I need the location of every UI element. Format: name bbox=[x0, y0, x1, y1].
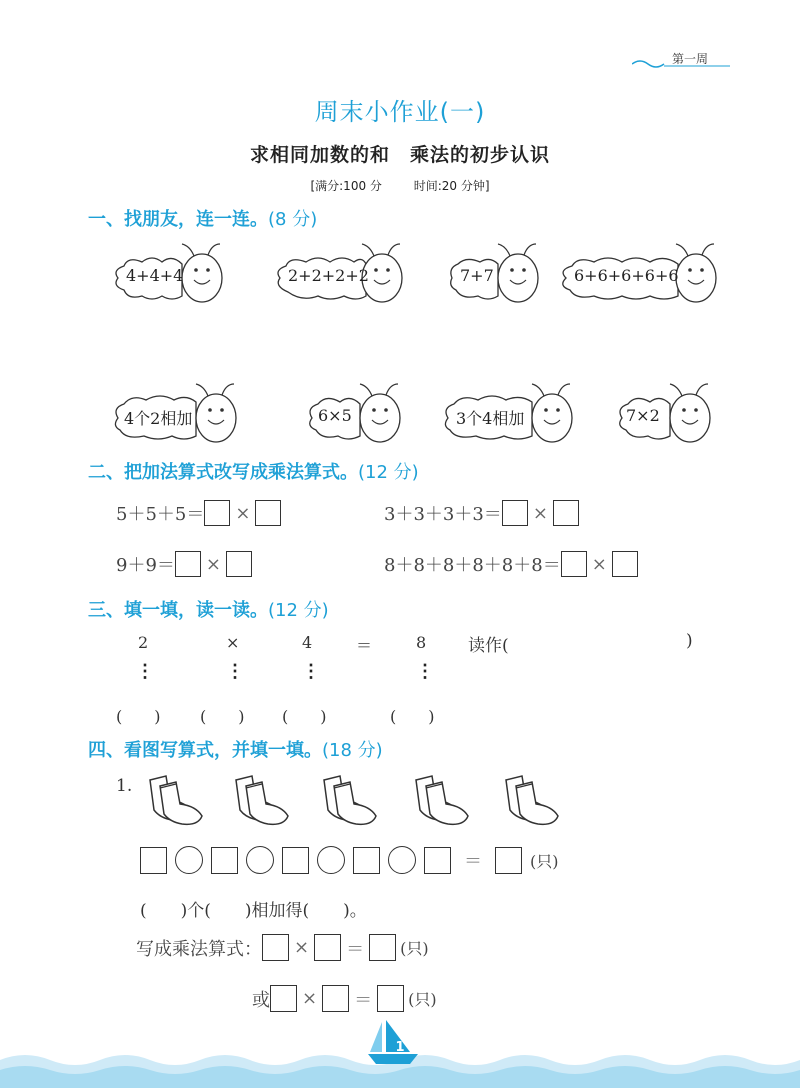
unit-label: (只) bbox=[530, 851, 559, 871]
s2-row bbox=[384, 551, 638, 577]
section-1-heading: 一、找朋友，连一连。(8 分) bbox=[88, 209, 318, 230]
answer-box[interactable] bbox=[377, 985, 404, 1012]
operator-circle[interactable] bbox=[246, 846, 274, 874]
equals-sign: ＝ bbox=[354, 989, 373, 1011]
times-sign: × bbox=[591, 553, 607, 575]
section-3-heading: 三、填一填，读一读。(12 分) bbox=[88, 600, 329, 621]
times-sign: × bbox=[226, 633, 240, 652]
answer-box[interactable] bbox=[204, 500, 230, 526]
socks-icon bbox=[136, 774, 208, 830]
worm-card[interactable] bbox=[558, 240, 728, 314]
or-label: 或 bbox=[252, 989, 270, 1011]
multiplication-row-1 bbox=[136, 934, 429, 961]
unit-label: (只) bbox=[408, 990, 437, 1009]
answer-box[interactable] bbox=[314, 934, 341, 961]
time-limit: 时间:20 分钟] bbox=[413, 179, 490, 193]
worm-expression: 4个2相加 bbox=[124, 409, 193, 428]
equals-sign: ＝ bbox=[356, 636, 373, 655]
answer-box[interactable] bbox=[369, 934, 396, 961]
s2-expression: 9＋9＝ bbox=[116, 555, 175, 576]
question-number: 1. bbox=[116, 776, 133, 796]
vertical-dots: ⋮ bbox=[226, 661, 244, 682]
answer-box[interactable] bbox=[211, 847, 238, 874]
worm-card[interactable] bbox=[272, 240, 412, 314]
factor-b: 4 bbox=[302, 633, 313, 652]
multiplication-row-2 bbox=[252, 985, 437, 1012]
unit-label: (只) bbox=[400, 939, 429, 958]
equals-sign: ＝ bbox=[464, 851, 482, 872]
s2-expression: 8＋8＋8＋8＋8＋8＝ bbox=[384, 555, 561, 576]
times-sign: × bbox=[302, 988, 318, 1009]
operator-circle[interactable] bbox=[388, 846, 416, 874]
answer-box[interactable] bbox=[270, 985, 297, 1012]
vertical-dots: ⋮ bbox=[136, 661, 154, 682]
answer-box[interactable] bbox=[495, 847, 522, 874]
times-sign: × bbox=[205, 553, 221, 575]
worm-card[interactable] bbox=[110, 380, 250, 454]
s2-expression: 5＋5＋5＝ bbox=[116, 504, 205, 525]
socks-icon bbox=[310, 774, 382, 830]
answer-box[interactable] bbox=[553, 500, 579, 526]
page-title: 周末小作业(一) bbox=[314, 98, 486, 126]
worm-expression: 3个4相加 bbox=[456, 409, 525, 428]
s2-row bbox=[116, 551, 252, 577]
worm-card[interactable] bbox=[304, 380, 414, 454]
answer-box[interactable] bbox=[262, 934, 289, 961]
answer-box[interactable] bbox=[424, 847, 451, 874]
section-2-heading: 二、把加法算式改写成乘法算式。(12 分) bbox=[88, 462, 419, 483]
fill-sentence[interactable]: ( )个( )相加得( )。 bbox=[140, 901, 367, 921]
socks-icon bbox=[222, 774, 294, 830]
answer-box[interactable] bbox=[612, 551, 638, 577]
worm-card[interactable] bbox=[614, 380, 724, 454]
factor-a: 2 bbox=[138, 633, 149, 652]
answer-box[interactable] bbox=[226, 551, 252, 577]
page-subtitle: 求相同加数的和 乘法的初步认识 bbox=[249, 144, 550, 166]
meta-info bbox=[0, 177, 800, 194]
worm-card[interactable] bbox=[110, 240, 230, 314]
equals-sign: ＝ bbox=[346, 938, 365, 960]
blank-parens[interactable]: ( ) bbox=[116, 707, 161, 726]
blank-parens[interactable]: ( ) bbox=[282, 707, 327, 726]
worm-card[interactable] bbox=[446, 240, 546, 314]
worm-expression: 4+4+4 bbox=[126, 266, 184, 285]
addition-blanks-row bbox=[140, 846, 559, 874]
full-score: [满分:100 分 bbox=[310, 179, 382, 193]
read-as-label: 读作( bbox=[468, 636, 509, 656]
times-sign: × bbox=[235, 502, 251, 524]
operator-circle[interactable] bbox=[175, 846, 203, 874]
answer-box[interactable] bbox=[561, 551, 587, 577]
vertical-dots: ⋮ bbox=[302, 661, 320, 682]
page-number: 1 bbox=[395, 1040, 405, 1055]
answer-box[interactable] bbox=[140, 847, 167, 874]
week-decoration bbox=[632, 56, 732, 70]
answer-box[interactable] bbox=[502, 500, 528, 526]
worm-expression: 6×5 bbox=[318, 406, 352, 425]
answer-box[interactable] bbox=[322, 985, 349, 1012]
operator-circle[interactable] bbox=[317, 846, 345, 874]
times-sign: × bbox=[532, 502, 548, 524]
times-sign: × bbox=[294, 937, 310, 958]
s2-row bbox=[116, 500, 281, 526]
worm-expression: 7×2 bbox=[626, 406, 660, 425]
socks-icon bbox=[492, 774, 564, 830]
section-4-heading: 四、看图写算式，并填一填。(18 分) bbox=[88, 740, 383, 761]
answer-box[interactable] bbox=[175, 551, 201, 577]
answer-box[interactable] bbox=[255, 500, 281, 526]
worm-expression: 2+2+2+2 bbox=[288, 266, 369, 285]
blank-parens[interactable]: ( ) bbox=[390, 707, 435, 726]
answer-box[interactable] bbox=[282, 847, 309, 874]
worm-expression: 6+6+6+6+6 bbox=[574, 266, 679, 285]
product: 8 bbox=[416, 633, 427, 652]
vertical-dots: ⋮ bbox=[416, 661, 434, 682]
answer-box[interactable] bbox=[353, 847, 380, 874]
socks-icon bbox=[402, 774, 474, 830]
week-label: 第一周 bbox=[672, 52, 709, 66]
worm-expression: 7+7 bbox=[460, 266, 494, 285]
write-label: 写成乘法算式： bbox=[136, 938, 262, 960]
s2-row bbox=[384, 500, 579, 526]
read-as-close: ) bbox=[686, 631, 693, 651]
s2-expression: 3＋3＋3＋3＝ bbox=[384, 504, 502, 525]
blank-parens[interactable]: ( ) bbox=[200, 707, 245, 726]
worm-card[interactable] bbox=[440, 380, 585, 454]
